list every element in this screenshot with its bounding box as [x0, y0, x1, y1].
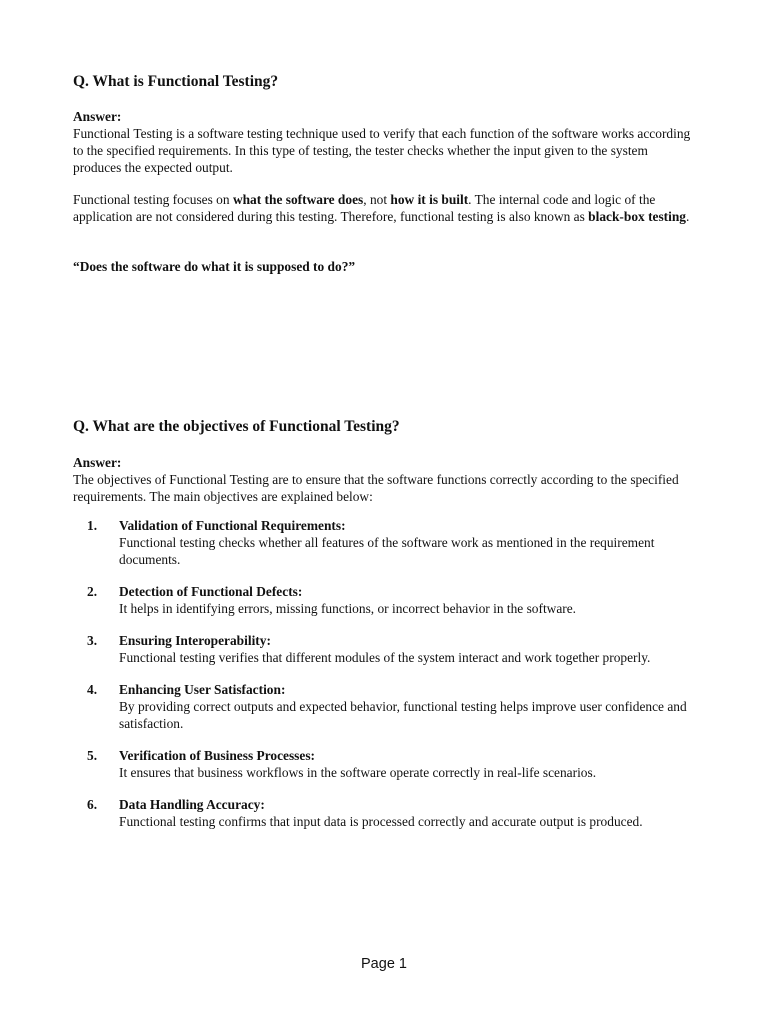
list-item-title: Ensuring Interoperability:: [119, 633, 271, 648]
list-item-description: Functional testing confirms that input data is processed correctly and accurate output is produced.: [119, 814, 643, 829]
list-item-description: Functional testing verifies that different modules of the system interact and work together properly.: [119, 650, 651, 665]
list-item-number: 6.: [87, 797, 98, 812]
list-item: [73, 796, 698, 830]
emphasis-how-built: how it is built: [390, 192, 469, 207]
list-item: [73, 583, 698, 617]
question-heading-functional-testing: Q. What is Functional Testing?: [73, 73, 279, 90]
document-page: [73, 0, 698, 1024]
list-item-title: Validation of Functional Requirements:: [119, 518, 346, 533]
list-item-title: Detection of Functional Defects:: [119, 584, 303, 599]
objectives-intro-paragraph: The objectives of Functional Testing are to ensure that the software functions correctly according to the specified requirements. The main objectives are explained below:: [73, 472, 679, 504]
paragraph-text: .: [686, 209, 690, 224]
list-item: [73, 747, 698, 781]
list-item-number: 2.: [87, 584, 98, 599]
list-item-title: Enhancing User Satisfaction:: [119, 682, 286, 697]
list-item-number: 3.: [87, 633, 98, 648]
list-item-number: 5.: [87, 748, 98, 763]
question-heading-objectives: Q. What are the objectives of Functional Testing?: [73, 418, 400, 435]
paragraph-text: , not: [363, 192, 391, 207]
page-number-footer: Page 1: [361, 956, 407, 972]
paragraph-text: Functional testing focuses on: [73, 192, 233, 207]
key-question-quote: “Does the software do what it is supposed to do?”: [73, 259, 356, 274]
list-item-description: It ensures that business workflows in the software operate correctly in real-life scenarios.: [119, 765, 597, 780]
list-item-number: 4.: [87, 682, 98, 697]
list-item: [73, 681, 698, 732]
answer-label: Answer:: [73, 109, 122, 124]
paragraph-text: . The internal code and logic of the application are not considered during this testing. Therefore, functional testing is also known as: [73, 192, 656, 224]
emphasis-black-box: black-box testing: [588, 209, 687, 224]
list-item: [73, 517, 698, 568]
list-item: [73, 632, 698, 666]
list-item-title: Data Handling Accuracy:: [119, 797, 265, 812]
list-item-description: It helps in identifying errors, missing functions, or incorrect behavior in the software.: [119, 601, 577, 616]
emphasis-what-it-does: what the software does: [232, 192, 364, 207]
answer-paragraph: Functional Testing is a software testing technique used to verify that each function of the software works according to the specified requirements. In this type of testing, the tester checks whether the input given to the system produces the expected output.: [73, 126, 691, 175]
objectives-list: [73, 517, 698, 845]
answer-label: Answer:: [73, 455, 122, 470]
list-item-description: By providing correct outputs and expected behavior, functional testing helps improve user confidence and satisfaction.: [119, 699, 687, 731]
list-item-title: Verification of Business Processes:: [119, 748, 316, 763]
list-item-number: 1.: [87, 518, 98, 533]
list-item-description: Functional testing checks whether all features of the software work as mentioned in the requirement documents.: [119, 535, 655, 567]
focus-paragraph: [73, 191, 698, 225]
